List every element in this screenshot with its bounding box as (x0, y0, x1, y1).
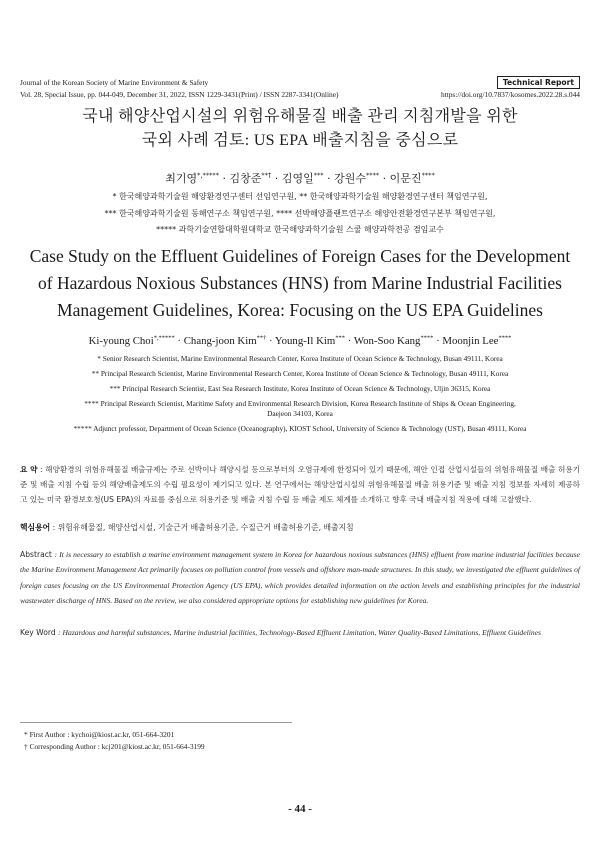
author-separator: · (323, 172, 335, 185)
author-name: 이문진 (389, 172, 422, 185)
doi-link[interactable]: https://doi.org/10.7837/kosomes.2022.28.s.044 (440, 90, 580, 99)
author-affiliation-mark: *** (335, 334, 346, 342)
english-affiliation-2: ** Principal Research Scientist, Marine Environmental Research Center, Korea Institute of Ocean Science & Technology, Busan 49111, Korea (91, 369, 509, 378)
author-separator: · (271, 172, 282, 185)
journal-header (20, 77, 580, 101)
page-number: - 44 - (288, 803, 312, 815)
author-affiliation-mark: **† (261, 171, 272, 180)
author-affiliation-mark: **** (365, 171, 380, 180)
korean-keywords (20, 522, 580, 534)
korean-affiliation-line-2: *** 한국해양과학기술원 동해연구소 책임연구원, **** 선박해양플랜트연구소 해양안전환경연구본부 책임연구원, (104, 209, 496, 218)
author-name: Chang-joon Kim (183, 335, 257, 347)
author-separator: · (379, 172, 390, 185)
korean-title-line-1: 국내 해양산업시설의 위험유해물질 배출 관리 지침개발을 위한 (82, 108, 518, 125)
english-affiliation-1: * Senior Research Scientist, Marine Environmental Research Center, Korea Institute of Ocean Science & Technology, Busan 49111, Korea (97, 354, 503, 363)
author-affiliation-mark: *,***** (153, 334, 175, 342)
author-affiliation-mark: *** (313, 171, 324, 180)
volume-info: Vol. 28, Special Issue, pp. 044-049, December 31, 2022, ISSN 1229-3431(Print) / ISSN 2287-3341(Online) (20, 90, 339, 99)
author-name: Ki-young Choi (88, 335, 154, 347)
english-authors (0, 334, 600, 348)
author-affiliation-mark: **** (421, 171, 435, 180)
korean-authors (0, 172, 600, 186)
english-title-line-1: Case Study on the Effluent Guidelines of Foreign Cases for the Development (29, 246, 571, 266)
english-title-line-3: Management Guidelines, Korea: Focusing on the US EPA Guidelines (57, 300, 543, 320)
english-affiliation-4-cont: Daejeon 34103, Korea (267, 409, 333, 418)
author-separator: · (345, 335, 354, 347)
author-name: 최기영 (165, 172, 198, 185)
author-affiliation-mark: **** (420, 334, 434, 342)
author-separator: · (266, 335, 275, 347)
author-affiliation-mark: *,***** (197, 171, 220, 180)
korean-affiliation-line-3: ***** 과학기술연합대학원대학교 한국해양과학기술원 스쿨 해양과학전공 겸임교수 (156, 225, 444, 234)
english-affiliation-3: *** Principal Research Scientist, East Sea Research Institute, Korea Institute of Ocean Science & Technology, Uljin 36315, Korea (109, 384, 491, 393)
author-name: 김영일 (281, 172, 314, 185)
footnote-mark: † (24, 742, 28, 751)
footnote-text: First Author : kychoi@kiost.ac.kr, 051-664-3201 (29, 730, 175, 739)
english-abstract (20, 547, 580, 609)
author-affiliation-mark: **** (498, 334, 512, 342)
english-title-line-2: of Hazardous Noxious Substances (HNS) from Marine Industrial Facilities (38, 273, 562, 293)
korean-keywords-label: 핵심용어 (20, 523, 51, 532)
english-keywords-text: : Hazardous and harmful substances, Marine industrial facilities, Technology-Based Effluent Limitation, Water Quality-Based Limitations, Effluent Guidelines (58, 628, 541, 637)
journal-name: Journal of the Korean Society of Marine Environment & Safety (20, 78, 209, 87)
english-affiliation-5: ***** Adjunct professor, Department of Ocean Science (Oceanography), KIOST School, University of Science & Technology (UST), Busan 49111, Korea (73, 424, 527, 433)
korean-title-line-2: 국외 사례 검토: US EPA 배출지침을 중심으로 (141, 132, 459, 149)
author-name: Moonjin Lee (442, 335, 499, 347)
footnote-corresponding-author (24, 741, 205, 753)
author-name: 김창준 (229, 172, 262, 185)
author-affiliation-mark: **† (256, 334, 267, 342)
author-separator: · (174, 335, 184, 347)
author-separator: · (219, 172, 230, 185)
korean-abstract-text: : 해양환경의 위험유해물질 배출규제는 주로 선박이나 해양시설 등으로부터의 오염규제에 한정되어 있기 때문에, 해안 인접 산업시설들의 위험유해물질 배출 허용기준 및 배출 지침 수립 등의 해양배출제도의 수립 필요성이 제기되고 있다. 본 연구에서는 해양산업시설의 위험유해물질 배출 허용기준 및 배출 지침 정보를 자세히 제공하고 있는 미국 환경보호청(US EPA)의 자료를 중심으로 허용기준 및 배출 지침 수립 등 배출 제도 체계를 소개하고 향후 국내 배출지침 적용에 대해 고찰했다. (20, 465, 580, 504)
footnote-mark: * (24, 730, 28, 739)
footnote-text: Corresponding Author : kcj201@kiost.ac.kr, 051-664-3199 (29, 742, 205, 751)
english-abstract-label: Abstract (20, 550, 52, 559)
footnote-divider (20, 722, 292, 723)
footnote-first-author (24, 729, 174, 741)
author-name: Young-Il Kim (274, 335, 336, 347)
article-type-badge: Technical Report (497, 76, 580, 89)
author-separator: · (433, 335, 443, 347)
author-name: 강원수 (334, 172, 366, 185)
korean-affiliation-line-1: * 한국해양과학기술원 해양환경연구센터 선임연구원, ** 한국해양과학기술원 해양환경연구센터 책임연구원, (112, 192, 488, 201)
korean-abstract (20, 462, 580, 507)
english-affiliation-4: **** Principal Research Scientist, Maritime Safety and Environmental Research Division, Korea Research Institute of Ships & Ocean Engineering, (84, 399, 516, 408)
korean-keywords-text: : 위험유해물질, 해양산업시설, 기술근거 배출허용기준, 수질근거 배출허용기준, 배출지침 (52, 523, 354, 532)
english-abstract-text: : It is necessary to establish a marine environment management system in Korea for hazardous noxious substances (HNS) effluent from marine industrial facilities because the Marine Environment Management Act primarily focuses on pollution control from vessels and offshore man-made structures. In this study, we investigated the effluent guidelines of foreign cases focusing on the US Environmental Protection Agency (US EPA), which provides detailed information on the action levels and establishing principles for the industrial wastewater discharge of HNS. Based on the review, we also considered appropriate options for establishing new guidelines for Korea. (20, 550, 580, 606)
english-keywords-label: Key Word (20, 628, 56, 637)
english-keywords (20, 626, 580, 640)
author-name: Won-Soo Kang (353, 335, 421, 347)
korean-abstract-label: 요 약 (20, 465, 38, 474)
